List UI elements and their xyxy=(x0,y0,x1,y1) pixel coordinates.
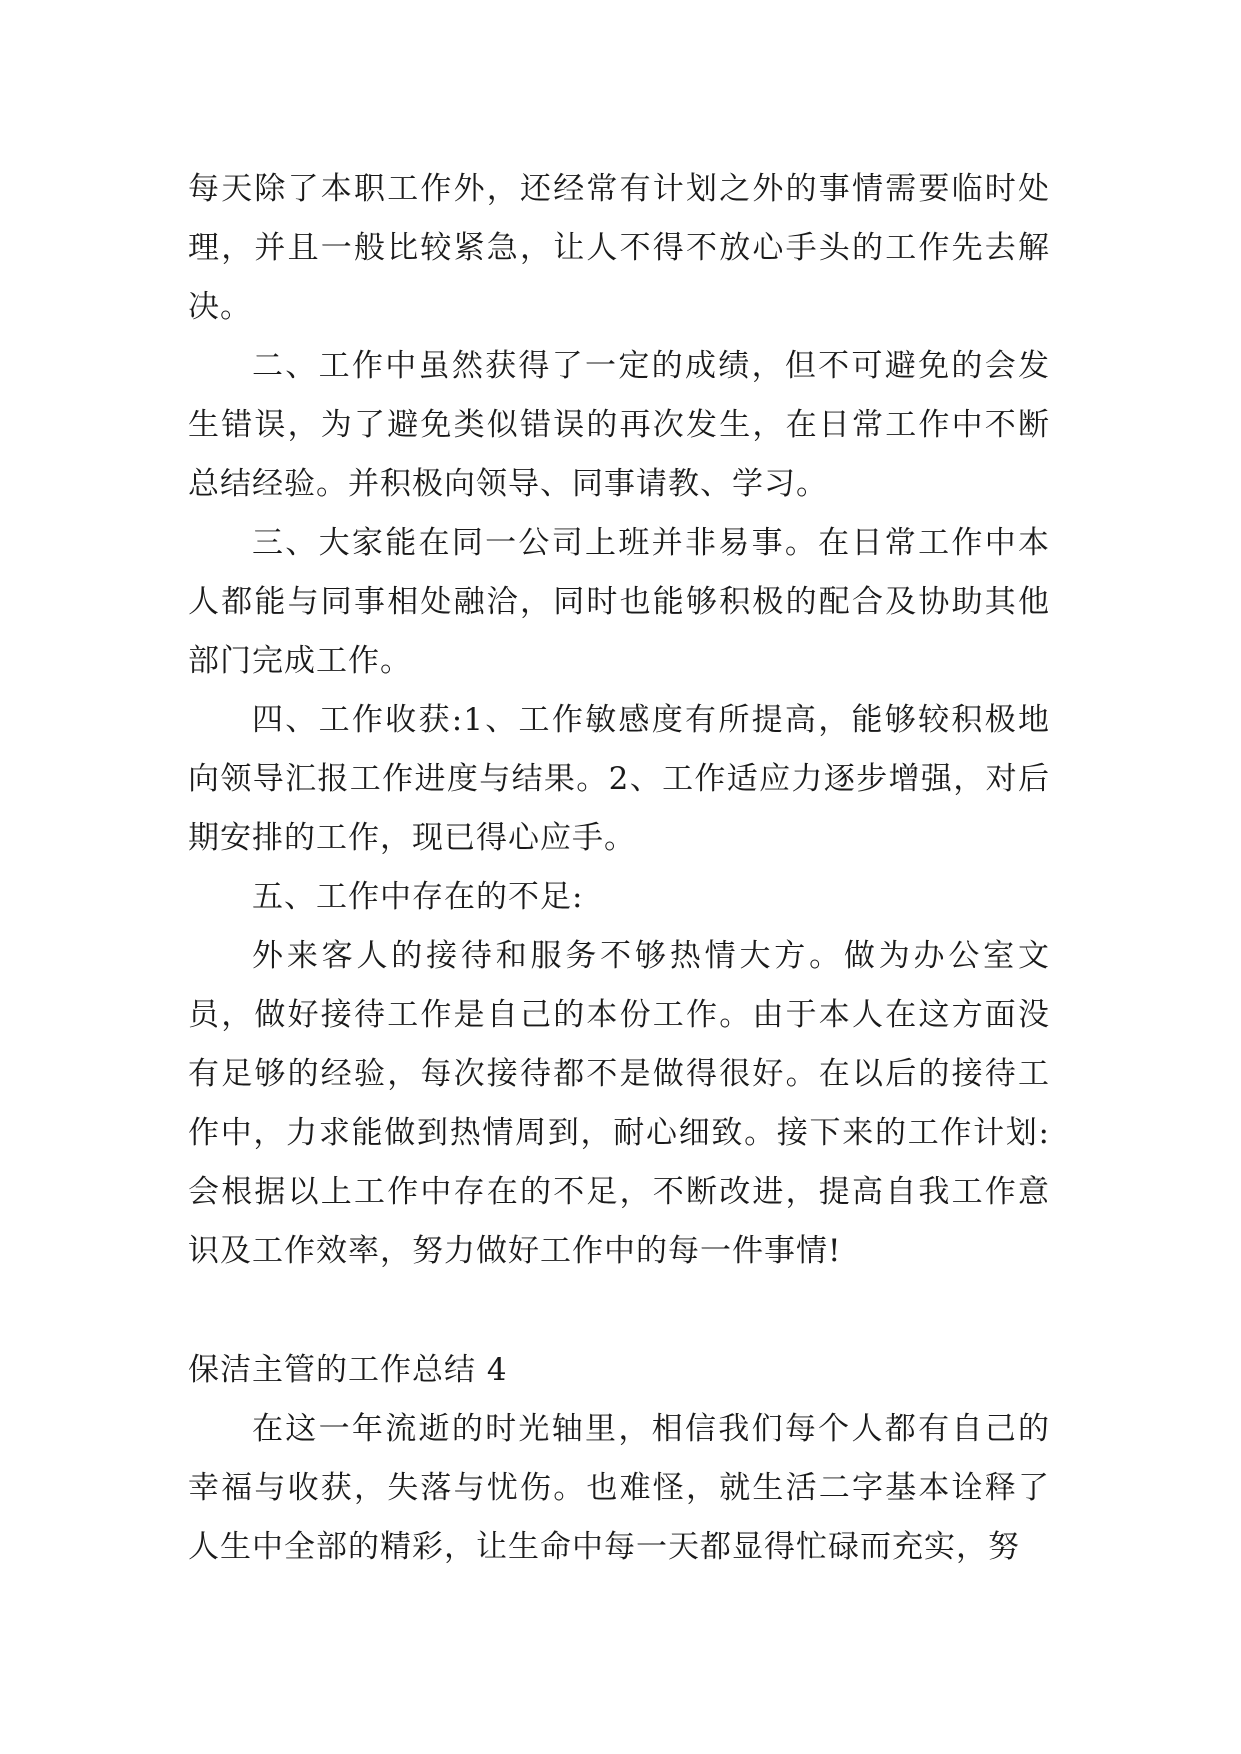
section-heading: 保洁主管的工作总结 4 xyxy=(188,1352,508,1388)
paragraph-6: 外来客人的接待和服务不够热情大方。做为办公室文员，做好接待工作是自己的本份工作。由于本人在这方面没有足够的经验，每次接待都不是做得很好。在以后的接待工作中，力求能做到热情周到，耐心细致。接下来的工作计划:会根据以上工作中存在的不足，不断改进，提高自我工作意识及工作效率，努力做好工作中的每一件事情! xyxy=(188,938,1050,1269)
section-paragraph-1: 在这一年流逝的时光轴里，相信我们每个人都有自己的幸福与收获，失落与忧伤。也难怪，就生活二字基本诠释了人生中全部的精彩，让生命中每一天都显得忙碌而充实，努 xyxy=(188,1411,1050,1565)
paragraph-1: 每天除了本职工作外，还经常有计划之外的事情需要临时处理，并且一般比较紧急，让人不得不放心手头的工作先去解决。 xyxy=(188,171,1050,325)
paragraph-4: 四、工作收获:1、工作敏感度有所提高，能够较积极地向领导汇报工作进度与结果。2、工作适应力逐步增强，对后期安排的工作，现已得心应手。 xyxy=(188,702,1050,856)
document-body xyxy=(188,160,1050,1577)
paragraph-3: 三、大家能在同一公司上班并非易事。在日常工作中本人都能与同事相处融洽，同时也能够积极的配合及协助其他部门完成工作。 xyxy=(188,525,1050,679)
paragraph-5: 五、工作中存在的不足: xyxy=(252,879,584,915)
paragraph-2: 二、工作中虽然获得了一定的成绩，但不可避免的会发生错误，为了避免类似错误的再次发生，在日常工作中不断总结经验。并积极向领导、同事请教、学习。 xyxy=(188,348,1050,502)
